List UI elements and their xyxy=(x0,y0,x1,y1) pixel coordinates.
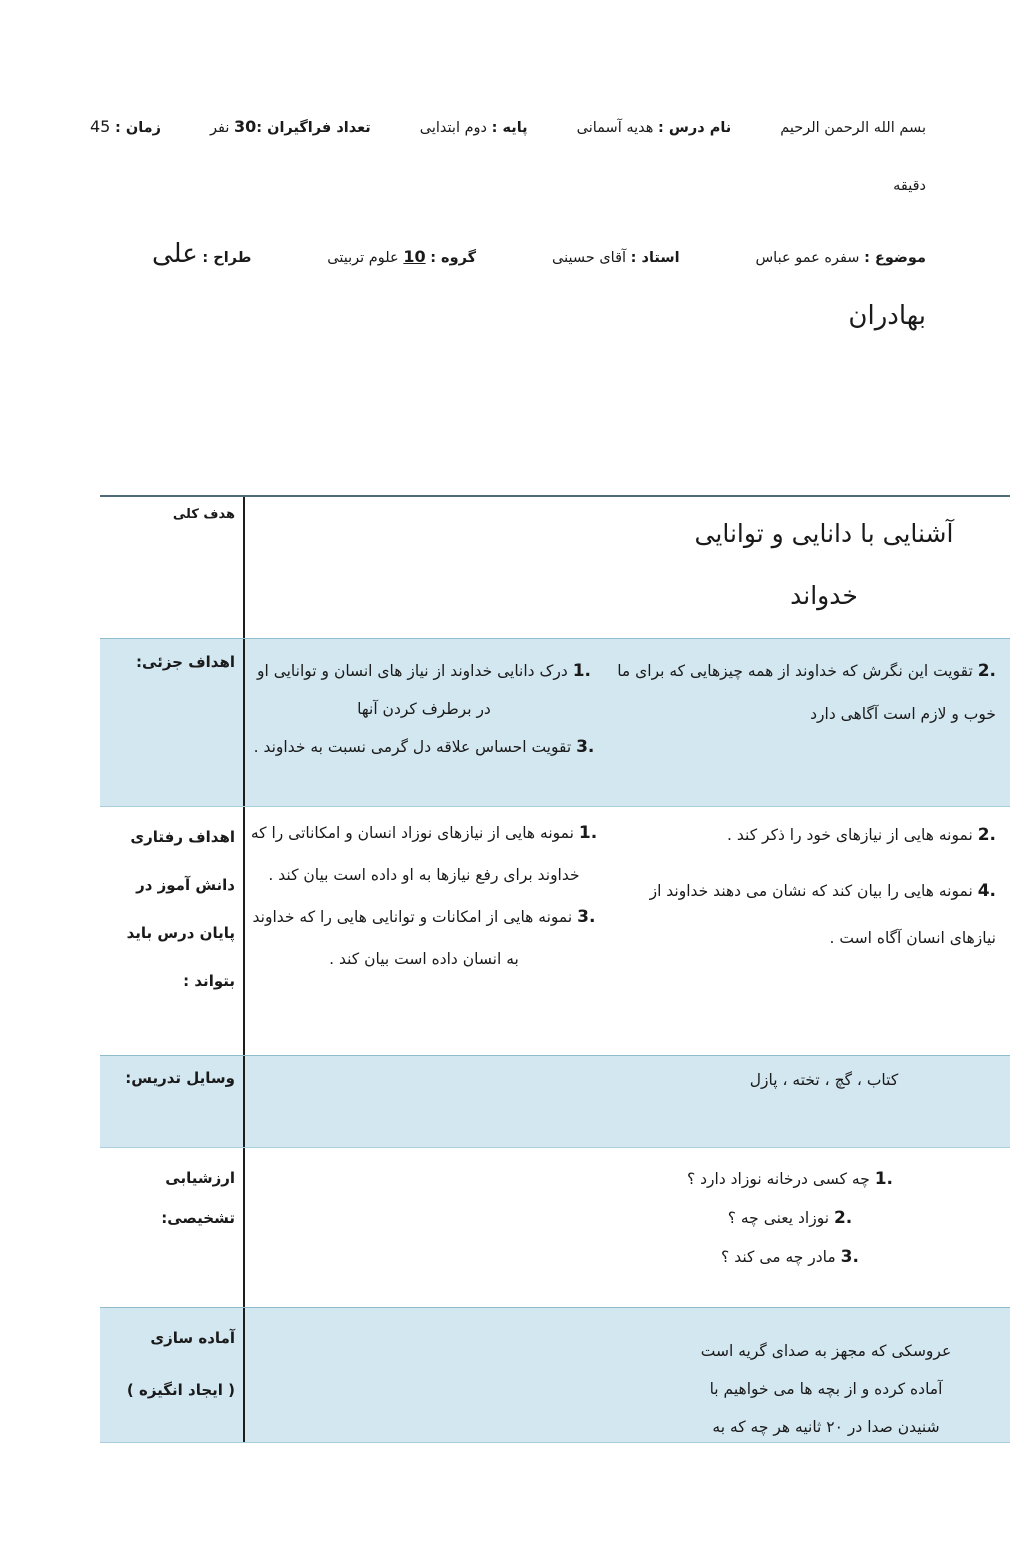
instructor-label: استاد : xyxy=(630,250,680,266)
group-field xyxy=(327,228,476,287)
designer-field xyxy=(152,225,251,287)
group-number: 10 xyxy=(403,247,426,266)
duration-number: 45 xyxy=(90,117,111,136)
objectives-right-column xyxy=(603,639,1010,766)
general-goal-label: هدف کلی xyxy=(100,497,245,638)
grade-label: پایه : xyxy=(491,120,528,136)
behavioral-item-3: 3. نمونه هایی از امکانات و توانایی هایی را که خداوند به انسان داده است بیان کند . xyxy=(252,907,596,968)
learner-count-number: 30 xyxy=(233,117,257,136)
course-name-value: هدیه آسمانی xyxy=(576,120,654,136)
grade-value: دوم ابتدایی xyxy=(419,120,488,136)
basmala-text: بسم الله الرحمن الرحیم xyxy=(780,120,926,136)
general-goal-content xyxy=(245,497,1010,638)
materials-label: وسایل تدریس: xyxy=(100,1056,245,1147)
course-name-field xyxy=(577,99,732,157)
objective-item-1: 1. درک دانایی خداوند از نیاز های انسان و توانایی او در برطرف کردن آنها xyxy=(256,661,592,718)
preparation-line-1: عروسکی که مجهز به صدای گریه است xyxy=(700,1342,952,1360)
table-row-assessment xyxy=(100,1148,1010,1307)
subject-label: موضوع : xyxy=(864,250,926,266)
group-value: علوم تربیتی xyxy=(327,250,399,266)
learner-count-field xyxy=(210,98,371,157)
behavioral-left-column xyxy=(245,807,603,980)
assessment-question-1: 1. چه کسی درخانه نوزاد دارد ؟ xyxy=(686,1169,894,1189)
assessment-question-2: 2. نوزاد یعنی چه ؟ xyxy=(727,1208,853,1228)
course-name-label: نام درس : xyxy=(658,120,732,136)
behavioral-label: اهداف رفتاری دانش آموز در پایان درس باید بتواند : xyxy=(100,807,245,1055)
header-line-1 xyxy=(90,98,926,157)
learner-count-unit: نفر xyxy=(209,120,230,136)
objectives-content xyxy=(245,639,1010,806)
lesson-plan-table xyxy=(100,495,1010,1443)
preparation-label: آماده سازی ( ایجاد انگیزه ) xyxy=(100,1308,245,1442)
table-row-objectives xyxy=(100,638,1010,807)
assessment-question-3: 3. مادر چه می کند ؟ xyxy=(721,1247,859,1267)
subject-field xyxy=(755,229,926,287)
table-row-general-goal xyxy=(100,497,1010,638)
preparation-text xyxy=(642,1308,1010,1443)
designer-last-name: بهادران xyxy=(848,301,926,331)
subject-value: سفره عمو عباس xyxy=(755,250,860,266)
assessment-label: ارزشیابی تشخیصی: xyxy=(100,1148,245,1307)
learner-count-label: تعداد فراگیران : xyxy=(256,120,371,136)
objective-item-2: 2. تقویت این نگرش که خداوند از همه چیزهایی که برای ما خوب و لازم است آگاهی دارد xyxy=(617,661,996,723)
assessment-content xyxy=(245,1148,1010,1307)
materials-list: کتاب ، گچ ، تخته ، پازل xyxy=(749,1071,899,1089)
objectives-left-column xyxy=(245,639,603,766)
general-goal-text xyxy=(638,497,1010,627)
duration-label: زمان : xyxy=(114,120,161,136)
preparation-line-3: شنیدن صدا در ۲۰ ثانیه هر چه که به xyxy=(712,1418,940,1436)
duration-unit: دقیقه xyxy=(893,178,926,194)
objective-item-3: 3. تقویت احساس علاقه دل گرمی نسبت به خداوند . xyxy=(253,737,595,757)
preparation-content xyxy=(245,1308,1010,1442)
behavioral-right-column xyxy=(603,807,1010,980)
group-label: گروه : xyxy=(430,250,477,266)
materials-content xyxy=(245,1056,1010,1147)
table-row-behavioral xyxy=(100,807,1010,1055)
behavioral-content xyxy=(245,807,1010,1055)
objectives-label: اهداف جزئی: xyxy=(100,639,245,806)
behavioral-item-2: 2. نمونه هایی از نیازهای خود را ذکر کند . xyxy=(727,825,996,845)
header-line-2 xyxy=(90,225,926,287)
designer-first-name: علی xyxy=(152,239,198,269)
duration-field xyxy=(90,98,161,157)
grade-field xyxy=(420,99,528,157)
behavioral-item-4: 4. نمونه هایی را بیان کند که نشان می دهند خداوند از نیازهای انسان آگاه است . xyxy=(649,881,996,947)
lesson-plan-page xyxy=(0,98,1024,1550)
designer-label: طراح : xyxy=(202,250,252,266)
general-goal-line2: خدواند xyxy=(790,581,858,610)
instructor-value: آقای حسینی xyxy=(551,250,627,266)
general-goal-line1: آشنایی با دانایی و توانایی xyxy=(694,519,954,548)
table-row-preparation xyxy=(100,1307,1010,1443)
table-row-materials xyxy=(100,1055,1010,1148)
behavioral-item-1: 1. نمونه هایی از نیازهای نوزاد انسان و امکاناتی را که خداوند برای رفع نیازها به او داده است بیان کند . xyxy=(250,823,598,884)
assessment-questions xyxy=(570,1148,1010,1277)
document-header xyxy=(90,98,926,345)
preparation-line-2: آماده کرده و از بچه ها می خواهیم با xyxy=(709,1380,943,1398)
instructor-field xyxy=(552,229,680,287)
